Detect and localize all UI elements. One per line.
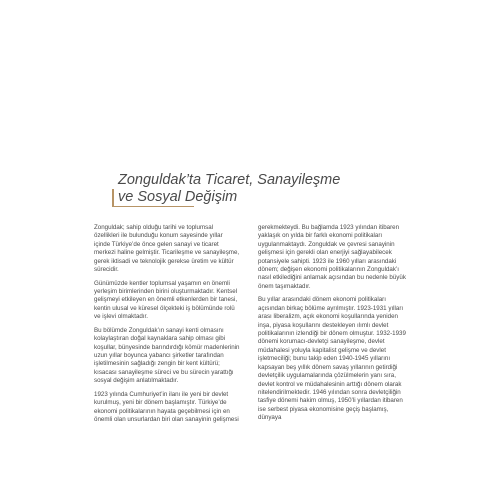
section-title: [112, 172, 432, 206]
section-title-line-1: Zonguldak’ta Ticaret, Sanayileşme: [118, 172, 341, 188]
paragraph: gerekmekteydi. Bu bağlamda 1923 yılından itibaren yaklaşık on yılda bir farklı ekonomi politikaları uygulanmaktaydı. Zonguldak ve çevresi sanayinin gelişmesi için gerekli olan enerjiyi sağlayabilecek potansiyele sahipti. 1923 ile 1960 yılları arasındaki dönem; değişen ekonomi politikalarının Zonguldak’ı nasıl etkilediğini anlamak açısından bu nedenle büyük önem taşımaktadır.: [258, 224, 406, 290]
paragraph: Bu bölümde Zonguldak’ın sanayi kenti olmasını kolaylaştıran doğal kaynaklara sahip olması gibi koşullar, bünyesinde barındırdığı kömür madenlerinin uzun yıllar boyunca yabancı şirketler tarafından işletilmesinin sağladığı zengin bir kent kültürü; kısacası sanayileşme süreci ve bu sürecin yarattığı sosyal değişim anlatılmaktadır.: [94, 326, 240, 385]
paragraph: Günümüzde kentler toplumsal yaşamın en önemli yerleşim birimlerinden birini oluşturmaktadır. Kentsel gelişmeyi etkileyen en önemli etkenlerden bir tanesi, kentin ulusal ve küresel ölçekteki iş bölümünde rolü ve işlevi olmaktadır.: [94, 279, 238, 321]
left-text-column: [94, 224, 240, 430]
section-title-line-2: ve Sosyal Değişim: [118, 189, 238, 205]
title-underline: [112, 206, 194, 207]
paragraph: Bu yıllar arasındaki dönem ekonomi politikaları açısından birkaç bölüme ayrılmıştır. 1923-1931 yılları arası liberalizm, açık ekonomi koşullarında yeniden inşa, piyasa koşullarını destekleyen ılımlı devlet politikalarının izlendiği bir dönem olmuştur. 1932-1939 dönemi korumacı-devletçi sanayileşme, devlet müdahalesi yoluyla kapitalist gelişme ve devlet işletmeciliği; bunu takip eden 1940-1945 yıllarını kapsayan beş yıllık dönem savaş yıllarının getirdiği devletçilik uygulamalarında çözülmelerin yanı sıra, devlet kontrol ve müdahalesinin arttığı dönem olarak nitelendirilmektedir. 1946 yılından sonra devletçiliğin tasfiye dönemi hakim olmuş, 1950’li yıllardan itibaren ise serbest piyasa ekonomisine geçiş başlamış, dünyaya: [258, 296, 406, 422]
paragraph: Zonguldak; sahip olduğu tarihi ve toplumsal özellikleri ile bulunduğu konum sayesinde yıllar içinde Türkiye’de önce gelen sanayi ve ticaret merkezi haline gelmiştir. Ticarileşme ve sanayileşme, gerek iktisadi ve teknolojik gerekse üretim ve kültür sürecidir.: [94, 224, 240, 274]
right-text-column: [258, 224, 408, 428]
paragraph: 1923 yılında Cumhuriyet’in ilanı ile yeni bir devlet kurulmuş, yeni bir dönem başlamıştır. Türkiye’de ekonomi politikalarının hayata geçebilmesi için en önemli olan unsurlardan biri olan sanayinin gelişmesi: [94, 390, 239, 424]
